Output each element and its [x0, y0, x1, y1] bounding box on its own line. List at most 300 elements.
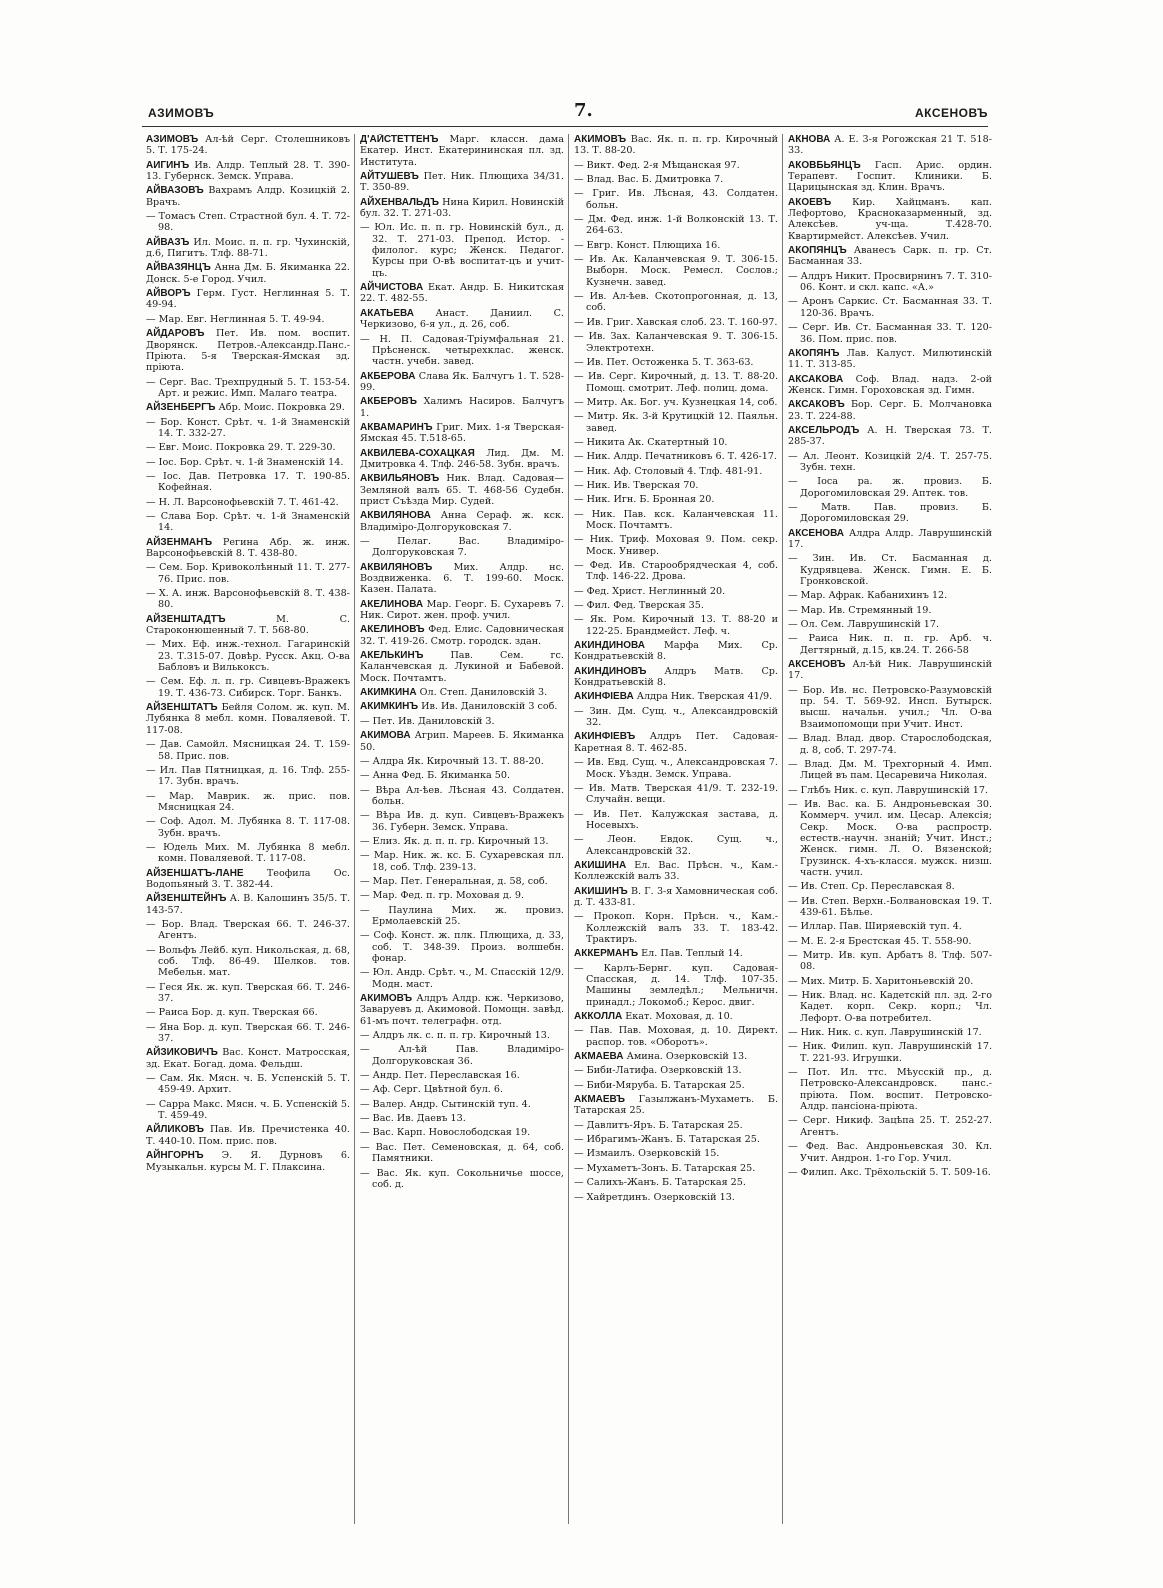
directory-entry [146, 1047, 350, 1070]
entry-details: Ив. Зах. Каланчевская 9. Т. 306-15. Электротехн. [586, 331, 778, 354]
entry-details: Бейля Солом. ж. куп. М. Лубянка 8 мебл. комн. Поваляевой. Т. 117-08. [146, 702, 350, 736]
entry-details: Слава Бор. Срѣт. ч. 1-й Знаменскій 14. [158, 510, 350, 534]
directory-entry [360, 770, 564, 781]
directory-entry [574, 731, 778, 754]
directory-entry [574, 1094, 778, 1117]
directory-entry [574, 963, 778, 1008]
directory-entry [146, 1073, 350, 1096]
entry-details: Зин. Ив. Ст. Басманная д. Кудрявцева. Женск. Гимн. Е. Б. Гронковской. [800, 553, 992, 588]
directory-entry [146, 739, 350, 762]
entry-details: Ив. Ив. Даниловскій 3 соб. [421, 701, 558, 713]
directory-entry [146, 562, 350, 585]
directory-entry [360, 836, 564, 847]
directory-entry [360, 1070, 564, 1081]
entry-details: Влад. Дм. М. Трехгорный 4. Имп. Лицей въ пам. Цесаревича Николая. [800, 758, 992, 782]
entry-details: Биби-Мяруба. Б. Татарская 25. [586, 1079, 745, 1091]
entry-details: Анна Дм. Б. Якиманка 22. Донск. 5-е Город. Учил. [146, 262, 350, 285]
column-divider [354, 134, 355, 1524]
directory-entry [574, 809, 778, 832]
entry-details: Алдръ Матв. Ср. Кондратьевскій 8. [574, 665, 778, 689]
entry-details: Юл. Андр. Срѣт. ч., М. Спасскій 12/9. Модн. маст. [372, 967, 564, 990]
entry-surname: АЙВАЗЯНЦЪ [146, 262, 211, 274]
entry-details: Прокоп. Корн. Прѣсн. ч., Кам.-Коллежскій валъ 33. Т. 183-42. Трактиръ. [586, 911, 778, 945]
entry-surname: АЙВАЗЪ [146, 236, 190, 248]
entry-details: Никита Ак. Скатертный 10. [586, 436, 728, 448]
entry-details: Вас. Як. п. п. гр. Кирочный 13. Т. 88-20. [574, 134, 778, 157]
directory-entry [574, 911, 778, 945]
directory-entry [788, 1067, 992, 1112]
directory-entry [146, 457, 350, 468]
directory-entry [574, 640, 778, 663]
directory-entry [788, 785, 992, 796]
entry-details: Вас. Конст. Матросская, зд. Екат. Богад. дома. Фельдш. [146, 1047, 350, 1070]
entry-surname: АКМАЕВЪ [574, 1094, 625, 1106]
directory-entry [788, 528, 992, 551]
entry-surname: АЙЗЕНШТЕЙНЪ [146, 893, 227, 905]
entry-details: Ив. Степ. Ср. Переславская 8. [800, 881, 955, 893]
entry-details: Дав. Самойл. Мясницкая 24. Т. 159-58. Прис. пов. [158, 739, 350, 762]
entry-details: Теофила Ос. Водопьяный 3. Т. 382-44. [146, 867, 350, 890]
entry-surname: АКБЕРОВА [360, 370, 416, 382]
entry-surname: АКОПЯНЦЪ [788, 245, 847, 257]
directory-entry [574, 1148, 778, 1159]
directory-entry [788, 733, 992, 756]
directory-entry [574, 397, 778, 408]
entry-details: Вольфъ Лейб. куп. Никольская, д. 68, соб. Тлф. 86-49. Шелков. тов. Мебельн. мат. [158, 944, 350, 979]
entry-details: Бор. Влад. Тверская 66. Т. 246-37. Агентъ. [158, 918, 350, 942]
entry-details: Мих. Алдр. нс. Воздвиженка. 6. Т. 199-60. Моск. Казен. Палата. [360, 561, 564, 596]
entry-details: Паулина Мих. ж. провиз. Ермолаевскій 25. [372, 904, 564, 927]
directory-entry [574, 331, 778, 354]
directory-entry [788, 160, 992, 194]
entry-details: Мар. Маврик. ж. прис. пов. Мясницкая 24. [158, 790, 350, 813]
entry-details: Матв. Пав. провиз. Б. Дорогомиловская 29. [800, 501, 992, 525]
entry-details: Карлъ-Бернг. куп. Садовая-Спасская, д. 14. Тлф. 107-35. Машины земледѣл.; Мельничн. принадл.; Локомоб.; Керос. двиг. [586, 962, 778, 1008]
directory-entry [788, 399, 992, 422]
directory-entry [146, 262, 350, 285]
directory-entry [146, 945, 350, 979]
entry-details: Анаст. Даниил. С. Черкизово, 6-я ул., д. 26, соб. [360, 307, 564, 331]
entry-surname: АИГИНЪ [146, 159, 190, 171]
entry-details: Бор. Конст. Срѣт. ч. 1-й Знаменскій 14. Т. 332-27. [158, 416, 350, 439]
entry-details: Валер. Андр. Сытинскій туп. 4. [372, 1098, 531, 1110]
directory-entry [788, 348, 992, 371]
entry-details: Пав. Пав. Моховая, д. 10. Директ. распор. тов. «Оборотъ». [586, 1025, 778, 1048]
directory-entry [574, 586, 778, 597]
directory-entry [360, 1168, 564, 1191]
entry-details: Мар. Афрак. Кабанихинъ 12. [800, 590, 948, 602]
directory-entry [360, 890, 564, 901]
entry-details: Алдра Ник. Тверская 41/9. [636, 691, 773, 703]
directory-entry [788, 296, 992, 319]
entry-details: Бор. Серг. Б. Молчановка 23. Т. 224-88. [788, 399, 992, 422]
directory-entry [788, 590, 992, 601]
directory-entry [146, 1007, 350, 1018]
directory-entry [788, 685, 992, 730]
entry-surname: АКОВБЬЯНЦЪ [788, 159, 861, 171]
entry-details: М. С. Староконюшенный 7. Т. 568-80. [146, 613, 350, 637]
entry-details: Ел. Пав. Теплый 14. [641, 948, 743, 960]
directory-entry [146, 1150, 350, 1173]
entry-details: Дм. Фед. инж. 1-й Волконскій 13. Т. 264-63. [586, 214, 778, 237]
directory-entry [360, 334, 564, 368]
directory-entry [574, 494, 778, 505]
entry-details: Ал-ѣй Серг. Столешниковъ 5. Т. 175-24. [146, 134, 350, 157]
entry-details: Митр. Як. 3-й Крутицкій 12. Паяльн. завед. [586, 411, 778, 434]
entry-details: Ибрагимъ-Жанъ. Б. Татарская 25. [586, 1134, 760, 1146]
directory-entry [788, 633, 992, 656]
directory-entry [360, 650, 564, 684]
entry-surname: АКИНФІЕВА [574, 691, 634, 703]
entry-details: Халимъ Насиров. Балчугъ 1. [360, 396, 564, 419]
entry-details: Екат. Андр. Б. Никитская 22. Т. 482-55. [360, 282, 564, 305]
entry-details: А. Е. 3-я Рогожская 21 Т. 518-33. [788, 134, 992, 157]
directory-entry [574, 1051, 778, 1062]
entry-surname: АЙЗЕНБЕРГЪ [146, 402, 216, 414]
entry-details: Ник. Аф. Столовый 4. Тлф. 481-91. [586, 465, 763, 477]
directory-entry [788, 322, 992, 345]
directory-entry [146, 497, 350, 508]
directory-entry [360, 396, 564, 419]
directory-entry [146, 402, 350, 413]
entry-surname: АККОЛЛА [574, 1011, 623, 1023]
entry-surname: АКИМОВЪ [360, 993, 413, 1005]
entry-surname: АЙЗЕНШТАТЪ [146, 702, 218, 714]
entry-details: Аф. Серг. Цвѣтной бул. 6. [372, 1084, 504, 1096]
directory-entry [574, 1065, 778, 1076]
directory-entry [574, 691, 778, 702]
directory-entry [360, 1127, 564, 1138]
entry-details: Амина. Озерковскій 13. [626, 1051, 748, 1063]
entry-details: Яна Бор. д. куп. Тверская 66. Т. 246-37. [158, 1021, 350, 1045]
directory-entry [360, 197, 564, 220]
directory-entry [360, 1142, 564, 1165]
entry-details: В. Г. 3-я Хамовническая соб. д. Т. 433-81. [574, 885, 778, 908]
entry-details: Алдръ лк. с. п. п. гр. Кирочный 13. [372, 1030, 550, 1042]
entry-details: Марг. классн. дама Екатер. Инст. Екатерининская пл. зд. Института. [360, 134, 564, 168]
entry-details: Мар. Пет. Генеральная, д. 58, соб. [372, 875, 548, 887]
directory-entry [788, 936, 992, 947]
entry-surname: АКИШИНА [574, 859, 627, 871]
entry-details: Мар. Ив. Стремянный 19. [800, 604, 932, 616]
directory-entry [788, 476, 992, 499]
entry-details: Сам. Як. Мясн. ч. Б. Успенскій 5. Т. 459-49. Архит. [158, 1073, 350, 1096]
header-left-word: АЗИМОВЪ [148, 106, 215, 120]
directory-entry [574, 1120, 778, 1131]
entry-surname: Д'АЙСТЕТТЕНЪ [360, 134, 439, 145]
entry-details: Ник. Влад. Садовая—Земляной валъ 65. Т. 468-56 Судебн. прист Съѣзда Мир. Судей. [360, 473, 564, 507]
entry-details: Пав. Сем. гс. Каланчевская д. Лукиной и Бабевой. Моск. Почтамтъ. [360, 650, 564, 684]
directory-entry [788, 425, 992, 448]
entry-details: Ив. Серг. Кирочный, д. 13. Т. 88-20. Помощ. смотрит. Леф. полиц. дома. [586, 371, 778, 394]
entry-surname: АКСЕНОВА [788, 527, 845, 539]
directory-entry [146, 1124, 350, 1147]
entry-details: Алдра Алдр. Лаврушинскій 17. [788, 527, 992, 550]
column-2 [360, 134, 564, 1534]
entry-details: Измаилъ. Озерковскій 15. [586, 1148, 720, 1160]
entry-details: Гасп. Арис. ордин. Терапевт. Госпит. Клиники. Б. Царицынская зд. Клин. Врачъ. [788, 159, 992, 194]
entry-details: Фед. Вас. Андроньевская 30. Кл. Учит. Андрон. 1-го Гор. Учил. [800, 1141, 992, 1164]
directory-entry [574, 357, 778, 368]
directory-entry [788, 659, 992, 682]
directory-entry [788, 271, 992, 294]
directory-entry [574, 1163, 778, 1174]
entry-details: Анна Сераф. ж. кск. Владиміро-Долгоруковская 7. [360, 510, 564, 533]
directory-entry [788, 881, 992, 892]
entry-details: Ив. Пет. Калужская застава, д. Носевыхъ. [586, 808, 778, 831]
entry-details: Ив. Степ. Верхн.-Болвановская 19. Т. 439-61. Бѣлье. [800, 895, 992, 918]
entry-details: Хайретдинъ. Озерковскій 13. [586, 1191, 735, 1203]
entry-details: Ник. Алдр. Печатниковъ 6. Т. 426-17. [586, 451, 778, 463]
entry-surname: АКОЕВЪ [788, 196, 832, 208]
entry-details: Филип. Акс. Трёхольскій 5. Т. 509-16. [800, 1166, 991, 1178]
entry-surname: АКИНДИНОВЪ [574, 665, 647, 677]
entry-surname: АКОПЯНЪ [788, 347, 840, 359]
entry-details: Вас. Ив. Даевъ 13. [372, 1113, 466, 1125]
directory-entry [574, 480, 778, 491]
directory-entry [574, 1192, 778, 1203]
entry-details: Пет. Ник. Плющиха 34/31. Т. 350-89. [360, 171, 564, 194]
directory-entry [574, 509, 778, 532]
entry-details: Н. П. Садовая-Тріумфальная 21. Прѣсненск. четырехклас. женск. частн. учебн. завед. [372, 333, 564, 368]
entry-details: Ив. Алдр. Теплый 28. Т. 390-13. Губернск. Земск. Управа. [146, 159, 350, 183]
entry-details: Евгр. Конст. Плющиха 16. [586, 239, 721, 251]
entry-surname: АКСЕЛЬРОДЪ [788, 424, 860, 436]
entry-details: Ник. Филип. куп. Лаврушинскій 17. Т. 221-93. Игрушки. [800, 1041, 992, 1064]
directory-entry [788, 950, 992, 973]
directory-entry [788, 759, 992, 782]
entry-details: Іос. Бор. Срѣт. ч. 1-й Знаменскій 14. [158, 456, 344, 468]
entry-details: Герм. Густ. Неглинная 5. Т. 49-94. [146, 288, 350, 311]
directory-entry [146, 919, 350, 942]
entry-surname: АЙЗЕНМАНЪ [146, 536, 213, 548]
entry-details: Пет. Ив. пом. воспит. Дворянск. Петров.-Александр.Панс.-Пріюта. 5-я Тверская-Ямская зд. пріюта. [146, 328, 350, 374]
entry-details: Мухаметъ-Зонъ. Б. Татарская 25. [586, 1162, 756, 1174]
entry-details: Мих. Митр. Б. Харитоньевскій 20. [800, 975, 974, 987]
directory-entry [360, 624, 564, 647]
directory-entry [788, 374, 992, 397]
column-3 [574, 134, 778, 1534]
entry-details: Биби-Латифа. Озерковскій 13. [586, 1065, 742, 1077]
page-header [142, 100, 988, 127]
entry-details: Елиз. Як. д. п. п. гр. Кирочный 13. [372, 835, 549, 847]
entry-surname: АКЕЛЬКИНЪ [360, 650, 424, 662]
directory-entry [146, 537, 350, 560]
entry-details: Марфа Мих. Ср. Кондратьевскій 8. [574, 640, 778, 663]
entry-details: Ал-ѣй Пав. Владиміро-Долгоруковская 36. [372, 1044, 564, 1067]
directory-entry [360, 687, 564, 698]
directory-entry [146, 314, 350, 325]
directory-entry [574, 706, 778, 729]
directory-entry [360, 510, 564, 533]
entry-details: Сем. Еф. л. п. гр. Сивцевъ-Вражекъ 19. Т. 436-73. Сибирск. Торг. Банкъ. [158, 676, 350, 699]
directory-entry [360, 810, 564, 833]
directory-entry [788, 451, 992, 474]
entry-details: Томасъ Степ. Страстной бул. 4. Т. 72-98. [158, 211, 350, 234]
directory-entry [360, 730, 564, 753]
directory-entry [574, 600, 778, 611]
directory-entry [360, 448, 564, 471]
entry-details: А. В. Калошинъ 35/5. Т. 143-57. [146, 893, 350, 916]
entry-surname: АКИМКИНА [360, 687, 417, 699]
directory-entry [146, 211, 350, 234]
entry-details: Ив. Ал-ѣев. Скотопрогонная, д. 13, соб. [586, 291, 778, 314]
column-1 [146, 134, 350, 1534]
directory-entry [788, 1027, 992, 1038]
directory-entry [574, 1177, 778, 1188]
entry-details: Ал-ѣй Ник. Лаврушинскій 17. [788, 659, 992, 682]
entry-details: Фед. Ив. Старообрядческая 4, соб. Тлф. 146-22. Дрова. [586, 560, 778, 583]
directory-entry [574, 534, 778, 557]
entry-details: Ив. Евд. Сущ. ч., Александровская 7. Моск. Уѣздн. Земск. Управа. [586, 757, 778, 780]
directory-entry [146, 134, 350, 157]
entry-details: Юдель Мих. М. Лубянка 8 мебл. комн. Поваляевой. Т. 117-08. [158, 841, 350, 865]
directory-entry [360, 785, 564, 808]
directory-entry [574, 834, 778, 857]
entry-details: Вас. Карп. Новослободская 19. [372, 1127, 531, 1139]
entry-details: А. Н. Тверская 73. Т. 285-37. [788, 424, 992, 448]
entry-surname: АКЕЛИНОВЪ [360, 624, 425, 636]
directory-entry [360, 850, 564, 873]
entry-details: Вас. Як. куп. Сокольничье шоссе, соб. д. [372, 1167, 564, 1190]
directory-entry [574, 860, 778, 883]
entry-surname: АЙЗЕНШТАДТЪ [146, 613, 226, 625]
directory-entry [788, 921, 992, 932]
entry-details: Фед. Христ. Неглинный 20. [586, 585, 726, 597]
entry-details: Серг. Никиф. Зацѣпа 25. Т. 252-27. Агентъ. [800, 1115, 992, 1138]
entry-details: Алдръ Пет. Садовая-Каретная 8. Т. 462-85. [574, 731, 778, 754]
entry-details: Иллар. Пав. Ширяевскій туп. 4. [800, 921, 962, 933]
directory-entry [146, 765, 350, 788]
directory-entry [360, 171, 564, 194]
directory-entry [574, 240, 778, 251]
directory-entry [146, 893, 350, 916]
entry-details: Влад. Влад. двор. Старослободская, д. 8, соб. Т. 297-74. [800, 733, 992, 756]
directory-entry [360, 993, 564, 1027]
directory-entry [574, 614, 778, 637]
entry-surname: АКАТЬЕВА [360, 307, 414, 319]
directory-entry [146, 471, 350, 494]
entry-details: Ил. Пав Пятницкая, д. 16. Тлф. 255-17. Зубн. врачъ. [158, 764, 350, 788]
directory-entry [788, 502, 992, 525]
entry-surname: АЙХЕНВАЛЬДЪ [360, 196, 439, 208]
directory-entry [788, 245, 992, 268]
entry-details: Ник. Пав. кск. Каланчевская 11. Моск. Почтамтъ. [586, 508, 778, 531]
directory-entry [788, 896, 992, 919]
directory-entry [360, 716, 564, 727]
directory-entry [360, 222, 564, 279]
entry-surname: АКВИЛЬЯНОВЪ [360, 473, 440, 485]
entry-details: Вѣра Ив. д. куп. Сивцевъ-Вражекъ 36. Губерн. Земск. Управа. [372, 810, 564, 833]
directory-entry [360, 422, 564, 445]
entry-details: Алдръ Никит. Просвирнинъ 7. Т. 310-06. Конт. и скл. капс. «А.» [800, 270, 992, 294]
directory-entry [574, 254, 778, 288]
entry-surname: АКИШИНЪ [574, 885, 628, 897]
entry-details: Аронъ Саркис. Ст. Басманная 33. Т. 120-36. Врачъ. [800, 296, 992, 319]
directory-entry [360, 1044, 564, 1067]
entry-surname: АКВАМАРИНЪ [360, 421, 433, 433]
entry-surname: АКНОВА [788, 134, 831, 145]
directory-entry [360, 701, 564, 712]
entry-surname: АЙТУШЕВЪ [360, 171, 419, 183]
entry-details: Ник. Ник. с. куп. Лаврушинскій 17. [800, 1027, 982, 1039]
entry-details: Х. А. инж. Варсонофьевскій 8. Т. 438-80. [158, 588, 350, 611]
entry-details: Вахрамъ Алдр. Козицкій 2. Врачъ. [146, 185, 350, 208]
directory-entry [788, 1141, 992, 1164]
entry-details: Нина Кирил. Новинскій бул. 32. Т. 271-03. [360, 196, 564, 220]
entry-details: Серг. Вас. Трехпрудный 5. Т. 153-54. Арт. и режис. Имп. Малаго театра. [158, 376, 350, 399]
directory-entry [146, 417, 350, 440]
column-divider [782, 134, 783, 1524]
directory-entry [146, 614, 350, 637]
entry-details: Глѣбъ Ник. с. куп. Лаврушинскій 17. [800, 784, 989, 796]
directory-entry [788, 134, 992, 157]
directory-entry [146, 185, 350, 208]
directory-entry [788, 1115, 992, 1138]
entry-details: Геся Як. ж. куп. Тверская 66. Т. 246-37. [158, 981, 350, 1005]
entry-details: Митр. Ак. Бог. уч. Кузнецкая 14, соб. [586, 396, 778, 408]
entry-details: Митр. Ив. куп. Арбатъ 8. Тлф. 507-08. [800, 950, 992, 973]
entry-details: Газылжанъ-Мухаметъ. Б. Татарская 25. [574, 1094, 778, 1117]
directory-entry [574, 188, 778, 211]
directory-entry [360, 1099, 564, 1110]
entry-details: Григ. Мих. 1-я Тверская-Ямская 45. Т.518-65. [360, 421, 564, 445]
directory-entry [788, 1167, 992, 1178]
entry-surname: АЙВАЗОВЪ [146, 185, 204, 197]
page-number: 7. [574, 100, 593, 121]
entry-details: Вѣра Ал-ѣев. Лѣсная 43. Солдатен. больн. [372, 784, 564, 807]
directory-entry [360, 930, 564, 964]
entry-details: Ол. Сем. Лаврушинскій 17. [800, 619, 940, 631]
entry-surname: АКВИЛЯНОВА [360, 510, 431, 522]
entry-details: Ив. Григ. Хавская слоб. 23. Т. 160-97. [586, 316, 778, 328]
entry-details: М. Е. 2-я Брестская 45. Т. 558-90. [800, 935, 972, 947]
entry-details: Соф. Влад. надз. 2-ой Женск. Гимн. Гороховская зд. Гимн. [788, 373, 992, 396]
directory-entry [146, 237, 350, 260]
entry-surname: АКИМОВЪ [574, 134, 627, 145]
entry-details: Сарра Макс. Мясн. ч. Б. Успенскій 5. Т. 459-49. [158, 1098, 350, 1122]
entry-details: Слава Як. Балчугъ 1. Т. 528-99. [360, 370, 564, 393]
entry-details: Ник. Игн. Б. Бронная 20. [586, 494, 715, 506]
directory-entry [146, 1099, 350, 1122]
entry-details: Салихъ-Жанъ. Б. Татарская 25. [586, 1177, 746, 1189]
entry-details: Алдра Як. Кирочный 13. Т. 88-20. [372, 755, 544, 767]
entry-details: Э. Я. Дурновъ 6. Музыкальн. курсы М. Г. Плаксина. [146, 1150, 350, 1173]
entry-details: Мар. Ник. ж. кс. Б. Сухаревская пл. 18, соб. Тлф. 239-13. [372, 850, 564, 873]
directory-entry [788, 553, 992, 587]
entry-details: Юл. Ис. п. п. гр. Новинскій бул., д. 32. Т. 271-03. Препод. Истор. - филолог. курс; Женск. Педагог. Курсы при О-вѣ воспитат-цъ и учит-цъ. [372, 222, 564, 279]
entry-details: Кир. Хайцманъ. кап. Лефортово, Красноказарменный, зд. Алексѣев. уч-ща. Т.428-70. Квартирмейст. Алексѣев. Учил. [788, 196, 992, 242]
entry-surname: АКСЕНОВЪ [788, 659, 846, 671]
entry-surname: АЙНГОРНЪ [146, 1150, 204, 1162]
directory-entry [360, 1113, 564, 1124]
entry-details: Лав. Калуст. Милютинскій 11. Т. 313-85. [788, 347, 992, 371]
directory-entry [574, 317, 778, 328]
entry-surname: АЙЛИКОВЪ [146, 1124, 204, 1136]
entry-details: Ил. Моис. п. п. гр. Чухинскій, д.6, Пигитъ. Тлф. 88-71. [146, 236, 350, 260]
directory-entry [574, 451, 778, 462]
entry-details: Ник. Триф. Моховая 9. Пом. секр. Моск. Универ. [586, 534, 778, 557]
entry-details: Пот. Ил. ттс. Мѣусскій пр., д. Петровско-Александровск. панс.-пріюта. Пом. воспит. Петровско-Алдр. пансіона-пріюта. [800, 1067, 992, 1113]
entry-details: Ник. Влад. нс. Кадетскій пл. зд. 2-го Кадет. корп. Секр. корп.; Чл. Лефорт. О-ва потребител. [800, 990, 992, 1024]
directory-entry [360, 876, 564, 887]
entry-surname: АКЕЛИНОВА [360, 598, 424, 610]
directory-entry [146, 868, 350, 891]
entry-details: Ив. Вас. ка. Б. Андроньевская 30. Коммерч. учил. им. Цесар. Алексія; Секр. Моск. О-ва распростр. естеств.-научн. знаній; Учит. Инст.; Женск. гимн. Л. О. Вязенской; Грузинск. 4-хъ-класся. мужск. низш. частн. учил. [800, 798, 992, 878]
directory-entry [788, 990, 992, 1024]
directory-entry [574, 757, 778, 780]
directory-entry [788, 619, 992, 630]
